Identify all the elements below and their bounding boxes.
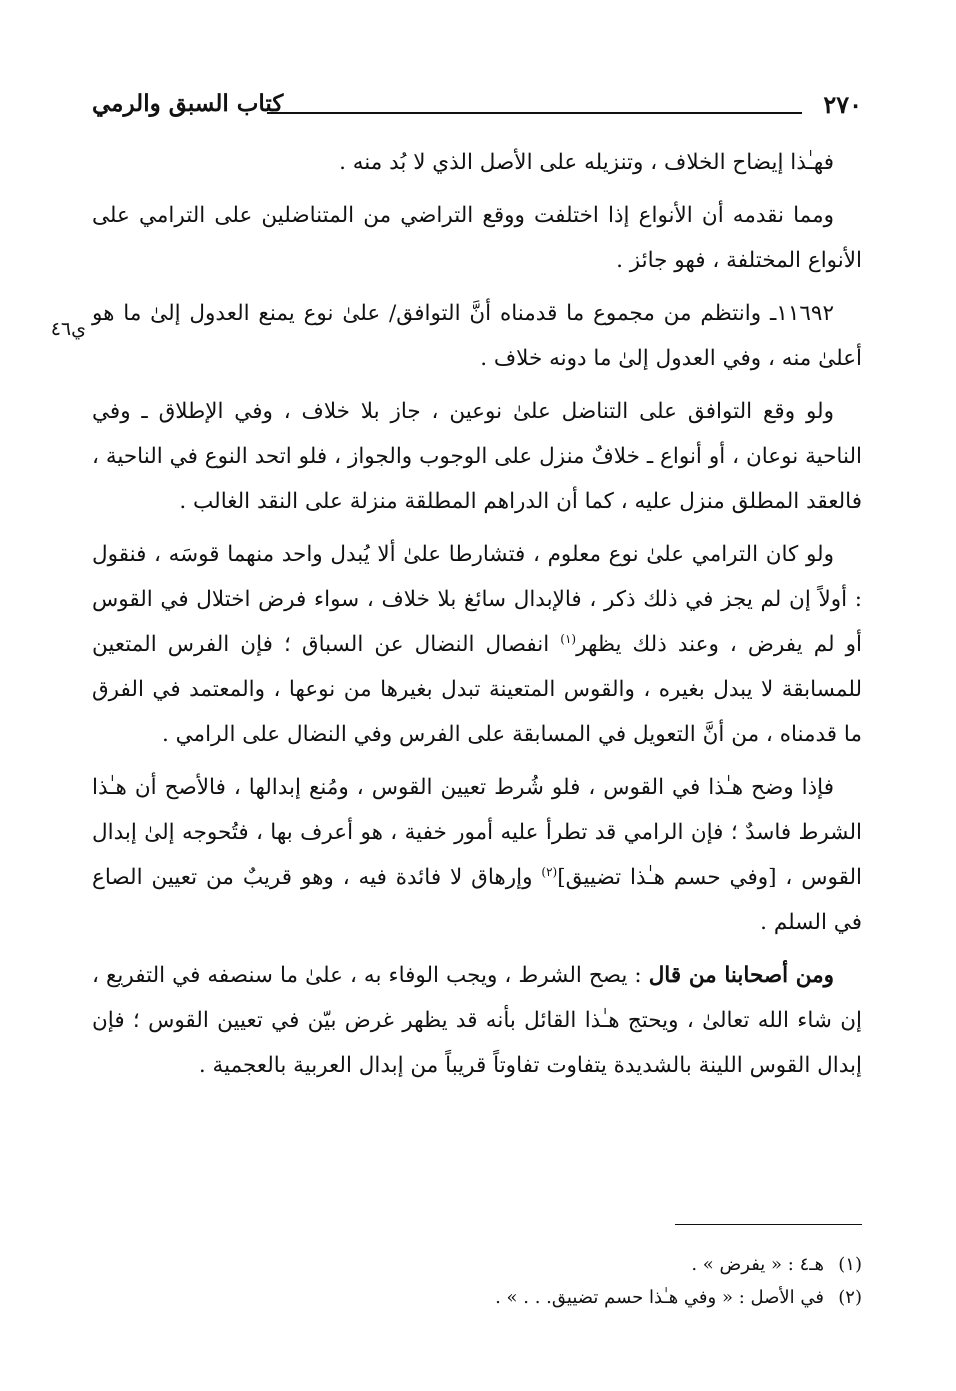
paragraph: فهـٰذا إيضاح الخلاف ، وتنزيله على الأصل الذي لا بُد منه .: [339, 150, 834, 175]
paragraph-text: انفصال النضال عن السباق ؛ فإن الفرس المتعين للمسابقة لا يبدل بغيره ، والقوس المتعينة تبدل بغيرها من نوعها ، والمعتمد في الفرق ما قدمناه ، من أنَّ التعويل في المسابقة على الفرس وفي النضال على الرامي .: [92, 632, 862, 747]
footnote-number: (١): [838, 1254, 862, 1275]
paragraph-text: ولو كان الترامي علىٰ نوع معلوم ، فتشارطا علىٰ ألا يُبدل واحد منهما قوسَه ، فنقول : أولاً إن لم يجز في ذلك ذكر ، فالإبدال سائغ بلا خلاف ، سواء فرض اختلال في القوس أو لم يفرض ، وعند ذلك يظهر: [92, 542, 862, 657]
footnote: [92, 1248, 862, 1281]
footnote-text: هـ٤ : « يفرض » .: [691, 1254, 824, 1275]
margin-reference: ي٤٦: [50, 318, 86, 340]
paragraph: ومما نقدمه أن الأنواع إذا اختلفت ووقع التراضي من المتناضلين على الترامي على الأنواع المختلفة ، فهو جائز .: [92, 203, 862, 273]
paragraph: [92, 765, 862, 945]
paragraph-text: : يصح الشرط ، ويجب الوفاء به ، علىٰ ما سنصفه في التفريع ، إن شاء الله تعالىٰ ، ويحتج هـٰذا القائل بأنه قد يظهر غرض بيّن في تعيين القوس ؛ فإن إبدال القوس اللينة بالشديدة يتفاوت تفاوتاً قريباً من إبدال العربية بالعجمية .: [92, 963, 862, 1078]
page-header: [92, 90, 862, 126]
main-text: [92, 140, 862, 1096]
footnote-text: في الأصل : « وفي هـٰذا حسم تضييق. . . » .: [495, 1287, 824, 1308]
paragraph-text: وإرهاق لا فائدة فيه ، وهو قريبٌ من تعيين الصاع في السلم .: [92, 865, 862, 935]
paragraph-numbered: ١١٦٩٢ـ وانتظم من مجموع ما قدمناه أنَّ التوافق/ علىٰ نوع يمنع العدول إلىٰ ما هو أعلىٰ منه ، وفي العدول إلىٰ ما دونه خلاف .: [92, 301, 862, 371]
bold-lead: ومن أصحابنا من قال: [648, 963, 834, 988]
footnote-number: (٢): [838, 1287, 862, 1308]
header-rule: [267, 112, 802, 114]
footnotes: [92, 1248, 862, 1314]
paragraph: ولو وقع التوافق على التناضل علىٰ نوعين ، جاز بلا خلاف ، وفي الإطلاق ـ وفي الناحية نوعان ، أو أنواع ـ خلافٌ منزل على الوجوب والجواز ، فلو اتحد النوع في الناحية ، فالعقد المطلق منزل عليه ، كما أن الدراهم المطلقة منزلة على النقد الغالب .: [92, 399, 862, 514]
footnote-rule: [675, 1224, 862, 1225]
paragraph: [92, 532, 862, 757]
page-number: ٢٧٠: [823, 90, 862, 119]
paragraph: [92, 953, 862, 1088]
paragraph-text: فإذا وضح هـٰذا في القوس ، فلو شُرط تعيين القوس ، ومُنع إبدالها ، فالأصح أن هـٰذا الشرط فاسدٌ ؛ فإن الرامي قد تطرأ عليه أمور خفية ، هو أعرف بها ، فتُحوجه إلىٰ إبدال القوس ، [وفي حسم هـٰذا تضييق]: [92, 775, 862, 890]
footnote: [92, 1281, 862, 1314]
footnote-marker: (١): [560, 631, 577, 646]
footnote-marker: (٢): [541, 864, 558, 879]
running-title: كتاب السبق والرمي: [92, 90, 284, 117]
